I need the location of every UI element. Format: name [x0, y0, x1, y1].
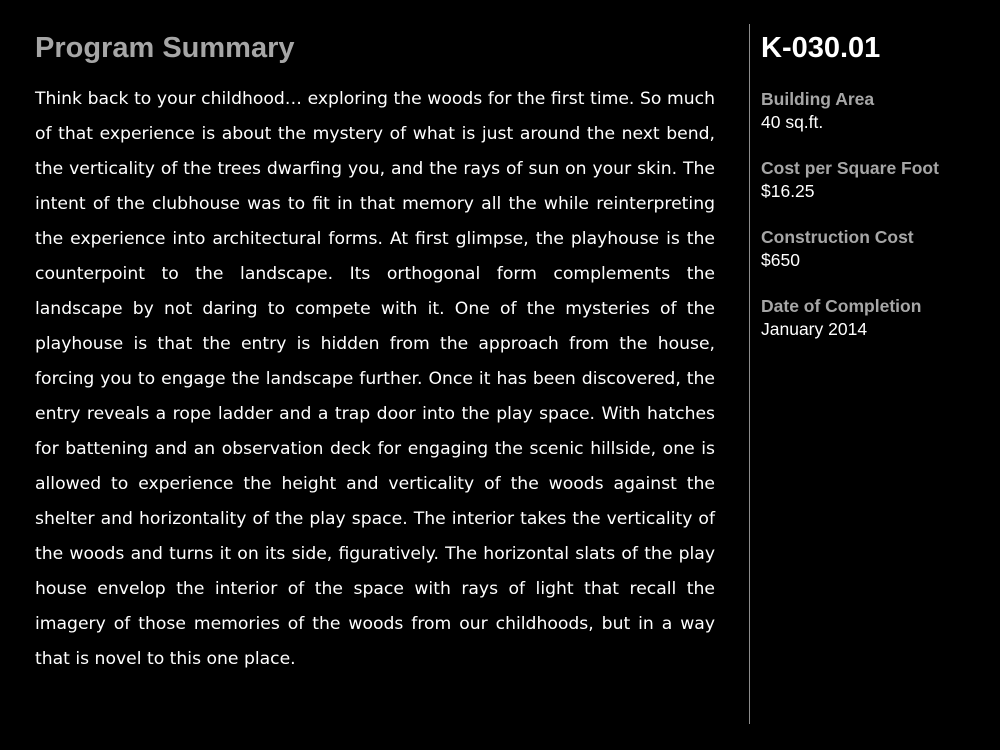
section-title: Program Summary — [35, 32, 295, 64]
stat-cost-per-square-foot — [761, 157, 986, 203]
stat-value: $16.25 — [761, 181, 815, 201]
stat-date-of-completion — [761, 295, 986, 341]
summary-paragraph: Think back to your childhood… exploring the woods for the first time. So much of that experience is about the mystery of what is just around the next bend, the verticality of the trees dwarfing you, and the rays of sun on your skin. The intent of the clubhouse was to fit in that memory all the while reinterpreting the experience into architectural forms. At first glimpse, the playhouse is the counterpoint to the landscape. Its orthogonal form complements the landscape by not daring to compete with it. One of the mysteries of the playhouse is that the entry is hidden from the approach from the house, forcing you to engage the landscape further. Once it has been discovered, the entry reveals a rope ladder and a trap door into the play space. With hatches for battening and an observation deck for engaging the scenic hillside, one is allowed to experience the height and verticality of the woods against the shelter and horizontality of the play space. The interior takes the verticality of the woods and turns it on its side, figuratively. The horizontal slats of the play house envelop the interior of the space with rays of light that recall the imagery of those memories of the woods from our childhoods, but in a way that is novel to this one place. — [35, 89, 715, 669]
stat-construction-cost — [761, 226, 986, 272]
stat-value: 40 sq.ft. — [761, 112, 824, 132]
stat-building-area — [761, 88, 986, 134]
column-divider — [749, 24, 750, 724]
stat-label: Building Area — [761, 89, 875, 109]
project-info-panel — [761, 28, 986, 364]
stat-value: January 2014 — [761, 319, 868, 339]
program-summary-section — [35, 28, 715, 677]
stat-label: Cost per Square Foot — [761, 158, 939, 178]
project-code: K-030.01 — [761, 32, 881, 64]
stat-value: $650 — [761, 250, 800, 270]
stat-label: Construction Cost — [761, 227, 914, 247]
stat-label: Date of Completion — [761, 296, 922, 316]
